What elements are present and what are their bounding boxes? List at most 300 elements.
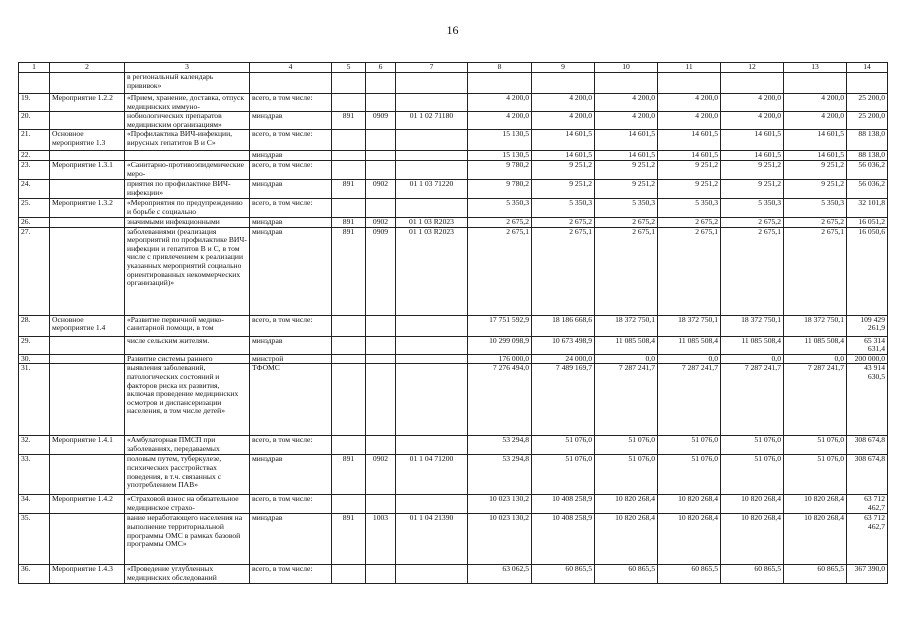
column-header-2: 2 bbox=[50, 63, 125, 73]
value-col8: 53 294,8 bbox=[468, 436, 532, 455]
value-col10: 11 085 508,4 bbox=[595, 336, 658, 354]
program-element: Мероприятие 1.2.2 bbox=[50, 94, 125, 112]
value-col12: 60 865,5 bbox=[721, 565, 784, 584]
value-col8: 2 675,1 bbox=[468, 227, 532, 315]
value-col12: 10 820 268,4 bbox=[721, 495, 784, 514]
program-element bbox=[50, 217, 125, 227]
table-row bbox=[19, 151, 888, 161]
value-col10: 4 200,0 bbox=[595, 112, 658, 130]
grbs-code bbox=[332, 436, 366, 455]
total-value: 16 051,2 bbox=[847, 217, 888, 227]
program-element: Основное мероприятие 1.4 bbox=[50, 315, 125, 336]
program-element bbox=[50, 354, 125, 364]
page-number: 16 bbox=[446, 23, 459, 37]
target-article bbox=[396, 495, 468, 514]
description bbox=[125, 151, 250, 161]
value-col12: 7 287 241,7 bbox=[721, 364, 784, 436]
row-number: 29. bbox=[19, 336, 50, 354]
value-col9 bbox=[532, 73, 595, 94]
table-row bbox=[19, 160, 888, 179]
value-col8: 17 751 592,9 bbox=[468, 315, 532, 336]
program-element bbox=[50, 336, 125, 354]
row-number: 33. bbox=[19, 455, 50, 495]
value-col13: 7 287 241,7 bbox=[784, 364, 847, 436]
value-col8: 10 299 098,9 bbox=[468, 336, 532, 354]
description: «Страховой взнос на обязательное медицинское страхо- bbox=[125, 495, 250, 514]
executor: всего, в том числе: bbox=[250, 315, 332, 336]
grbs-code: 891 bbox=[332, 455, 366, 495]
section-code bbox=[366, 198, 396, 217]
grbs-code bbox=[332, 198, 366, 217]
value-col8: 63 062,5 bbox=[468, 565, 532, 584]
target-article bbox=[396, 364, 468, 436]
table-row bbox=[19, 514, 888, 565]
value-col9: 10 408 258,9 bbox=[532, 495, 595, 514]
value-col13: 60 865,5 bbox=[784, 565, 847, 584]
description: половым путем, туберкулезе, психических расстройствах поведения, в т.ч. связанных с употреблением ПАВ» bbox=[125, 455, 250, 495]
grbs-code bbox=[332, 151, 366, 161]
value-col11: 0,0 bbox=[658, 354, 721, 364]
grbs-code: 891 bbox=[332, 112, 366, 130]
table-row bbox=[19, 436, 888, 455]
value-col12: 5 350,3 bbox=[721, 198, 784, 217]
value-col12: 51 076,0 bbox=[721, 436, 784, 455]
executor: минздрав bbox=[250, 227, 332, 315]
grbs-code bbox=[332, 336, 366, 354]
row-number: 23. bbox=[19, 160, 50, 179]
value-col11: 14 601,5 bbox=[658, 130, 721, 151]
value-col10: 14 601,5 bbox=[595, 130, 658, 151]
value-col11: 51 076,0 bbox=[658, 436, 721, 455]
program-element bbox=[50, 227, 125, 315]
program-element: Мероприятие 1.4.3 bbox=[50, 565, 125, 584]
value-col12: 14 601,5 bbox=[721, 130, 784, 151]
program-element bbox=[50, 514, 125, 565]
program-element bbox=[50, 179, 125, 198]
value-col9: 9 251,2 bbox=[532, 160, 595, 179]
target-article bbox=[396, 315, 468, 336]
value-col11: 11 085 508,4 bbox=[658, 336, 721, 354]
executor: ТФОМС bbox=[250, 364, 332, 436]
value-col9: 10 673 498,9 bbox=[532, 336, 595, 354]
value-col11: 9 251,2 bbox=[658, 160, 721, 179]
total-value: 25 200,0 bbox=[847, 94, 888, 112]
grbs-code bbox=[332, 364, 366, 436]
executor: минздрав bbox=[250, 336, 332, 354]
total-value: 88 138,0 bbox=[847, 130, 888, 151]
value-col13: 5 350,3 bbox=[784, 198, 847, 217]
value-col11: 4 200,0 bbox=[658, 112, 721, 130]
grbs-code bbox=[332, 565, 366, 584]
value-col12: 9 251,2 bbox=[721, 160, 784, 179]
table-row bbox=[19, 455, 888, 495]
value-col8: 15 130,5 bbox=[468, 130, 532, 151]
value-col12: 51 076,0 bbox=[721, 455, 784, 495]
description: Развитие системы раннего bbox=[125, 354, 250, 364]
value-col9: 10 408 258,9 bbox=[532, 514, 595, 565]
section-code: 0909 bbox=[366, 112, 396, 130]
value-col9: 18 186 668,6 bbox=[532, 315, 595, 336]
column-header-12: 12 bbox=[721, 63, 784, 73]
total-value: 65 314 631,4 bbox=[847, 336, 888, 354]
value-col12: 4 200,0 bbox=[721, 94, 784, 112]
value-col8: 9 780,2 bbox=[468, 179, 532, 198]
table-row bbox=[19, 315, 888, 336]
value-col13: 18 372 750,1 bbox=[784, 315, 847, 336]
section-code bbox=[366, 151, 396, 161]
program-element: Мероприятие 1.3.1 bbox=[50, 160, 125, 179]
value-col13: 14 601,5 bbox=[784, 130, 847, 151]
executor: минздрав bbox=[250, 151, 332, 161]
total-value: 16 050,6 bbox=[847, 227, 888, 315]
table-row bbox=[19, 227, 888, 315]
value-col12: 4 200,0 bbox=[721, 112, 784, 130]
value-col13: 2 675,2 bbox=[784, 217, 847, 227]
program-element bbox=[50, 73, 125, 94]
description: «Развитие первичной медико-санитарной помощи, в том bbox=[125, 315, 250, 336]
program-element: Основное мероприятие 1.3 bbox=[50, 130, 125, 151]
value-col9: 2 675,2 bbox=[532, 217, 595, 227]
row-number: 30. bbox=[19, 354, 50, 364]
description: числе сельским жителям. bbox=[125, 336, 250, 354]
program-element: Мероприятие 1.3.2 bbox=[50, 198, 125, 217]
value-col12: 0,0 bbox=[721, 354, 784, 364]
value-col10: 2 675,1 bbox=[595, 227, 658, 315]
value-col8: 53 294,8 bbox=[468, 455, 532, 495]
program-element bbox=[50, 455, 125, 495]
table-row bbox=[19, 336, 888, 354]
row-number: 36. bbox=[19, 565, 50, 584]
value-col9: 60 865,5 bbox=[532, 565, 595, 584]
program-element: Мероприятие 1.4.2 bbox=[50, 495, 125, 514]
value-col8: 7 276 494,0 bbox=[468, 364, 532, 436]
description: значимыми инфекционными bbox=[125, 217, 250, 227]
value-col10: 51 076,0 bbox=[595, 455, 658, 495]
value-col9: 24 000,0 bbox=[532, 354, 595, 364]
row-number: 19. bbox=[19, 94, 50, 112]
description: «Профилактика ВИЧ-инфекции, вирусных гепатитов В и С» bbox=[125, 130, 250, 151]
column-header-3: 3 bbox=[125, 63, 250, 73]
value-col8: 10 023 130,2 bbox=[468, 514, 532, 565]
section-code: 0902 bbox=[366, 217, 396, 227]
value-col11: 5 350,3 bbox=[658, 198, 721, 217]
section-code: 0902 bbox=[366, 455, 396, 495]
description: «Проведение углубленных медицинских обследований bbox=[125, 565, 250, 584]
executor: минстрой bbox=[250, 354, 332, 364]
row-number: 27. bbox=[19, 227, 50, 315]
value-col11: 4 200,0 bbox=[658, 94, 721, 112]
executor: всего, в том числе: bbox=[250, 495, 332, 514]
value-col9: 14 601,5 bbox=[532, 151, 595, 161]
row-number: 34. bbox=[19, 495, 50, 514]
value-col13: 11 085 508,4 bbox=[784, 336, 847, 354]
value-col9: 7 489 169,7 bbox=[532, 364, 595, 436]
description: заболеваниями (реализация мероприятий по профилактике ВИЧ-инфекции и гепатитов В и С, в том числе с привлечением к реализации указанных мероприятий социально ориентированных некоммерческих организаций)» bbox=[125, 227, 250, 315]
executor: всего, в том числе: bbox=[250, 565, 332, 584]
value-col13: 9 251,2 bbox=[784, 160, 847, 179]
value-col10: 10 820 268,4 bbox=[595, 514, 658, 565]
value-col10: 2 675,2 bbox=[595, 217, 658, 227]
value-col12: 2 675,2 bbox=[721, 217, 784, 227]
grbs-code bbox=[332, 73, 366, 94]
row-number: 26. bbox=[19, 217, 50, 227]
table-row bbox=[19, 112, 888, 130]
value-col10: 9 251,2 bbox=[595, 179, 658, 198]
value-col8: 4 200,0 bbox=[468, 112, 532, 130]
target-article bbox=[396, 151, 468, 161]
table-row bbox=[19, 179, 888, 198]
table-row bbox=[19, 495, 888, 514]
value-col13: 10 820 268,4 bbox=[784, 495, 847, 514]
section-code bbox=[366, 315, 396, 336]
value-col8: 4 200,0 bbox=[468, 94, 532, 112]
column-header-4: 4 bbox=[250, 63, 332, 73]
column-header-9: 9 bbox=[532, 63, 595, 73]
value-col9: 4 200,0 bbox=[532, 94, 595, 112]
value-col11: 10 820 268,4 bbox=[658, 514, 721, 565]
executor: минздрав bbox=[250, 217, 332, 227]
value-col12: 10 820 268,4 bbox=[721, 514, 784, 565]
value-col10: 60 865,5 bbox=[595, 565, 658, 584]
grbs-code bbox=[332, 94, 366, 112]
value-col8: 176 000,0 bbox=[468, 354, 532, 364]
section-code bbox=[366, 565, 396, 584]
value-col8: 2 675,2 bbox=[468, 217, 532, 227]
target-article: 01 1 03 R2023 bbox=[396, 227, 468, 315]
value-col13: 4 200,0 bbox=[784, 94, 847, 112]
column-header-7: 7 bbox=[396, 63, 468, 73]
program-element bbox=[50, 364, 125, 436]
value-col8: 15 130,5 bbox=[468, 151, 532, 161]
total-value: 367 390,0 bbox=[847, 565, 888, 584]
description: «Санитарно-противоэпидемические меро- bbox=[125, 160, 250, 179]
value-col11: 18 372 750,1 bbox=[658, 315, 721, 336]
program-element bbox=[50, 151, 125, 161]
column-header-6: 6 bbox=[366, 63, 396, 73]
value-col13: 0,0 bbox=[784, 354, 847, 364]
value-col13: 10 820 268,4 bbox=[784, 514, 847, 565]
description: приятия по профилактике ВИЧ-инфекции» bbox=[125, 179, 250, 198]
column-header-1: 1 bbox=[19, 63, 50, 73]
section-code bbox=[366, 73, 396, 94]
grbs-code bbox=[332, 160, 366, 179]
grbs-code: 891 bbox=[332, 514, 366, 565]
section-code bbox=[366, 336, 396, 354]
value-col8: 10 023 130,2 bbox=[468, 495, 532, 514]
executor: минздрав bbox=[250, 514, 332, 565]
executor: минздрав bbox=[250, 112, 332, 130]
value-col12: 11 085 508,4 bbox=[721, 336, 784, 354]
grbs-code bbox=[332, 130, 366, 151]
value-col13: 51 076,0 bbox=[784, 436, 847, 455]
total-value: 308 674,8 bbox=[847, 436, 888, 455]
table-row bbox=[19, 73, 888, 94]
total-value: 63 712 462,7 bbox=[847, 514, 888, 565]
target-article bbox=[396, 565, 468, 584]
program-element bbox=[50, 112, 125, 130]
value-col13: 14 601,5 bbox=[784, 151, 847, 161]
column-header-14: 14 bbox=[847, 63, 888, 73]
target-article bbox=[396, 436, 468, 455]
value-col10: 7 287 241,7 bbox=[595, 364, 658, 436]
value-col9: 4 200,0 bbox=[532, 112, 595, 130]
target-article: 01 1 04 71200 bbox=[396, 455, 468, 495]
target-article bbox=[396, 160, 468, 179]
target-article bbox=[396, 354, 468, 364]
value-col11: 9 251,2 bbox=[658, 179, 721, 198]
description: выявления заболеваний, патологических состояний и факторов риска их развития, включая проведение медицинских осмотров и диспансеризации населения, в том числе детей» bbox=[125, 364, 250, 436]
total-value: 56 036,2 bbox=[847, 179, 888, 198]
total-value: 56 036,2 bbox=[847, 160, 888, 179]
total-value: 63 712 462,7 bbox=[847, 495, 888, 514]
value-col11: 60 865,5 bbox=[658, 565, 721, 584]
value-col10: 10 820 268,4 bbox=[595, 495, 658, 514]
value-col8: 5 350,3 bbox=[468, 198, 532, 217]
value-col10: 0,0 bbox=[595, 354, 658, 364]
value-col11: 2 675,1 bbox=[658, 227, 721, 315]
section-code bbox=[366, 354, 396, 364]
row-number: 28. bbox=[19, 315, 50, 336]
table-row bbox=[19, 565, 888, 584]
table-row bbox=[19, 217, 888, 227]
row-number: 20. bbox=[19, 112, 50, 130]
section-code bbox=[366, 130, 396, 151]
executor: всего, в том числе: bbox=[250, 198, 332, 217]
executor: всего, в том числе: bbox=[250, 436, 332, 455]
value-col10: 4 200,0 bbox=[595, 94, 658, 112]
value-col11: 7 287 241,7 bbox=[658, 364, 721, 436]
column-header-5: 5 bbox=[332, 63, 366, 73]
executor: всего, в том числе: bbox=[250, 160, 332, 179]
value-col11: 14 601,5 bbox=[658, 151, 721, 161]
target-article bbox=[396, 336, 468, 354]
description: «Амбулаторная ПМСП при заболеваниях, передаваемых bbox=[125, 436, 250, 455]
section-code: 1003 bbox=[366, 514, 396, 565]
value-col9: 9 251,2 bbox=[532, 179, 595, 198]
target-article: 01 1 03 71220 bbox=[396, 179, 468, 198]
value-col12: 14 601,5 bbox=[721, 151, 784, 161]
budget-table bbox=[18, 62, 888, 584]
executor: минздрав bbox=[250, 179, 332, 198]
target-article: 01 1 02 71180 bbox=[396, 112, 468, 130]
row-number: 21. bbox=[19, 130, 50, 151]
total-value: 43 914 630,5 bbox=[847, 364, 888, 436]
value-col13 bbox=[784, 73, 847, 94]
value-col10: 18 372 750,1 bbox=[595, 315, 658, 336]
value-col13: 51 076,0 bbox=[784, 455, 847, 495]
value-col9: 2 675,1 bbox=[532, 227, 595, 315]
value-col10: 9 251,2 bbox=[595, 160, 658, 179]
value-col13: 9 251,2 bbox=[784, 179, 847, 198]
value-col12: 9 251,2 bbox=[721, 179, 784, 198]
section-code bbox=[366, 94, 396, 112]
target-article: 01 1 04 21390 bbox=[396, 514, 468, 565]
total-value: 88 138,0 bbox=[847, 151, 888, 161]
value-col10 bbox=[595, 73, 658, 94]
grbs-code bbox=[332, 315, 366, 336]
value-col8 bbox=[468, 73, 532, 94]
grbs-code bbox=[332, 354, 366, 364]
value-col13: 4 200,0 bbox=[784, 112, 847, 130]
value-col11: 51 076,0 bbox=[658, 455, 721, 495]
value-col11 bbox=[658, 73, 721, 94]
row-number: 25. bbox=[19, 198, 50, 217]
value-col11: 10 820 268,4 bbox=[658, 495, 721, 514]
target-article bbox=[396, 73, 468, 94]
total-value: 32 101,8 bbox=[847, 198, 888, 217]
table-row bbox=[19, 94, 888, 112]
executor: всего, в том числе: bbox=[250, 130, 332, 151]
executor: всего, в том числе: bbox=[250, 94, 332, 112]
value-col8: 9 780,2 bbox=[468, 160, 532, 179]
value-col10: 14 601,5 bbox=[595, 151, 658, 161]
grbs-code: 891 bbox=[332, 179, 366, 198]
column-header-8: 8 bbox=[468, 63, 532, 73]
total-value: 25 200,0 bbox=[847, 112, 888, 130]
section-code bbox=[366, 160, 396, 179]
description: в региональный календарь прививок» bbox=[125, 73, 250, 94]
description: вание неработающего населения на выполнение территориальной программы ОМС в рамках базовой программы ОМС» bbox=[125, 514, 250, 565]
program-element: Мероприятие 1.4.1 bbox=[50, 436, 125, 455]
value-col12 bbox=[721, 73, 784, 94]
table-row bbox=[19, 364, 888, 436]
row-number: 22. bbox=[19, 151, 50, 161]
description: «Прием, хранение, доставка, отпуск медицинских иммуно- bbox=[125, 94, 250, 112]
value-col9: 5 350,3 bbox=[532, 198, 595, 217]
table-header-row bbox=[19, 63, 888, 73]
column-header-13: 13 bbox=[784, 63, 847, 73]
target-article bbox=[396, 94, 468, 112]
grbs-code: 891 bbox=[332, 227, 366, 315]
target-article: 01 1 03 R2023 bbox=[396, 217, 468, 227]
target-article bbox=[396, 198, 468, 217]
value-col9: 51 076,0 bbox=[532, 455, 595, 495]
total-value bbox=[847, 73, 888, 94]
column-header-10: 10 bbox=[595, 63, 658, 73]
executor bbox=[250, 73, 332, 94]
value-col9: 51 076,0 bbox=[532, 436, 595, 455]
value-col9: 14 601,5 bbox=[532, 130, 595, 151]
value-col12: 18 372 750,1 bbox=[721, 315, 784, 336]
value-col11: 2 675,2 bbox=[658, 217, 721, 227]
row-number bbox=[19, 73, 50, 94]
row-number: 24. bbox=[19, 179, 50, 198]
row-number: 32. bbox=[19, 436, 50, 455]
description: нобиологических препаратов медицинским организациям» bbox=[125, 112, 250, 130]
row-number: 31. bbox=[19, 364, 50, 436]
total-value: 308 674,8 bbox=[847, 455, 888, 495]
value-col12: 2 675,1 bbox=[721, 227, 784, 315]
value-col10: 5 350,3 bbox=[595, 198, 658, 217]
table-row bbox=[19, 354, 888, 364]
target-article bbox=[396, 130, 468, 151]
table-row bbox=[19, 198, 888, 217]
section-code: 0909 bbox=[366, 227, 396, 315]
description: «Мероприятия по предупреждению и борьбе с социально bbox=[125, 198, 250, 217]
value-col10: 51 076,0 bbox=[595, 436, 658, 455]
grbs-code: 891 bbox=[332, 217, 366, 227]
value-col13: 2 675,1 bbox=[784, 227, 847, 315]
section-code: 0902 bbox=[366, 179, 396, 198]
table-row bbox=[19, 130, 888, 151]
column-header-11: 11 bbox=[658, 63, 721, 73]
row-number: 35. bbox=[19, 514, 50, 565]
total-value: 109 429 261,9 bbox=[847, 315, 888, 336]
grbs-code bbox=[332, 495, 366, 514]
section-code bbox=[366, 436, 396, 455]
total-value: 200 000,0 bbox=[847, 354, 888, 364]
section-code bbox=[366, 495, 396, 514]
